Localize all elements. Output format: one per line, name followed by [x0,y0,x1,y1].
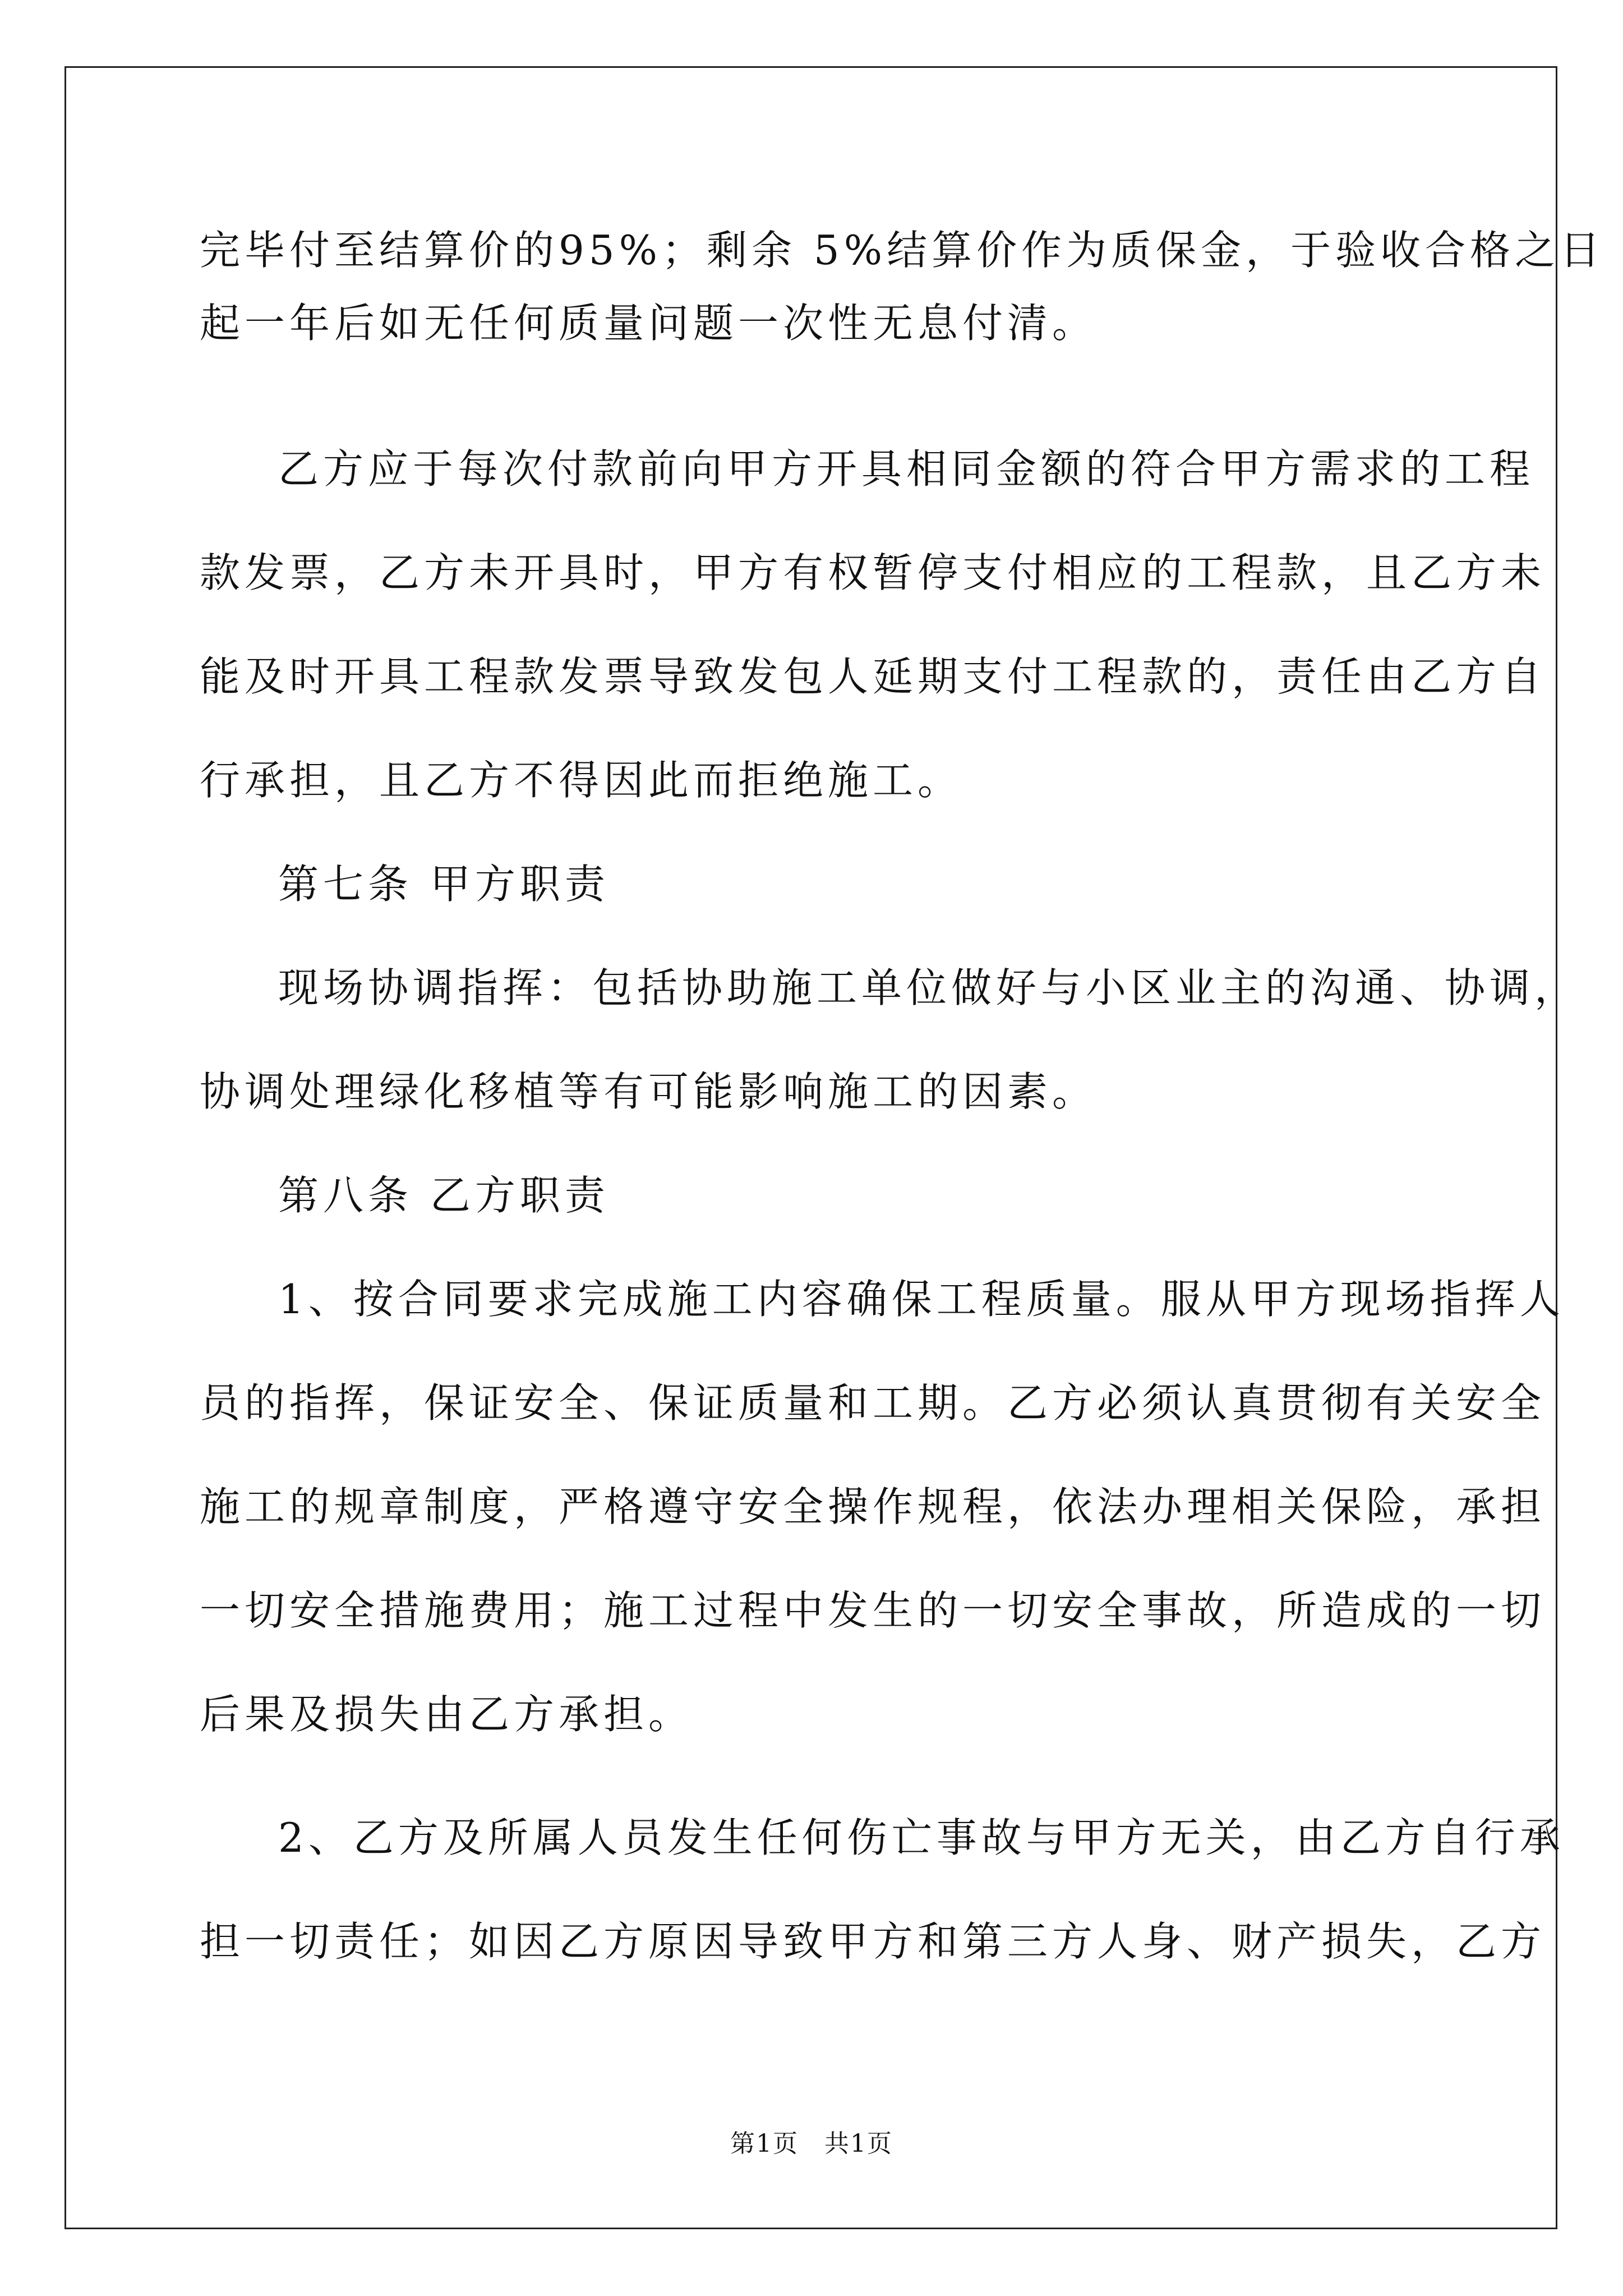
body-line: 一切安全措施费用；施工过程中发生的一切安全事故，所造成的一切 [200,1587,1546,1634]
body-line: 担一切责任；如因乙方原因导致甲方和第三方人身、财产损失，乙方 [200,1918,1546,1965]
paragraph-start-line: 乙方应于每次付款前向甲方开具相同金额的符合甲方需求的工程 [278,445,1535,493]
paragraph-start-line: 1、按合同要求完成施工内容确保工程质量。服从甲方现场指挥人 [278,1276,1565,1323]
page-border [64,66,1557,2229]
body-line: 款发票，乙方未开具时，甲方有权暂停支付相应的工程款，且乙方未 [200,549,1546,596]
section-heading: 第八条 乙方职责 [278,1172,610,1219]
section-heading: 第七条 甲方职责 [278,861,610,908]
body-line: 施工的规章制度，严格遵守安全操作规程，依法办理相关保险，承担 [200,1483,1546,1530]
body-line: 员的指挥，保证安全、保证质量和工期。乙方必须认真贯彻有关安全 [200,1379,1546,1427]
paragraph-start-line: 现场协调指挥：包括协助施工单位做好与小区业主的沟通、协调， [278,964,1580,1011]
body-line: 完毕付至结算价的95%；剩余 5%结算价作为质保金，于验收合格之日 [200,227,1605,274]
paragraph-start-line: 2、乙方及所属人员发生任何伤亡事故与甲方无关，由乙方自行承 [278,1814,1565,1861]
page-footer: 第1页 共1页 [730,2129,893,2158]
body-line: 后果及损失由乙方承担。 [200,1691,694,1738]
body-line: 能及时开具工程款发票导致发包人延期支付工程款的，责任由乙方自 [200,653,1546,700]
body-line: 起一年后如无任何质量问题一次性无息付清。 [200,300,1098,347]
body-line: 行承担，且乙方不得因此而拒绝施工。 [200,757,963,804]
body-line: 协调处理绿化移植等有可能影响施工的因素。 [200,1068,1098,1115]
